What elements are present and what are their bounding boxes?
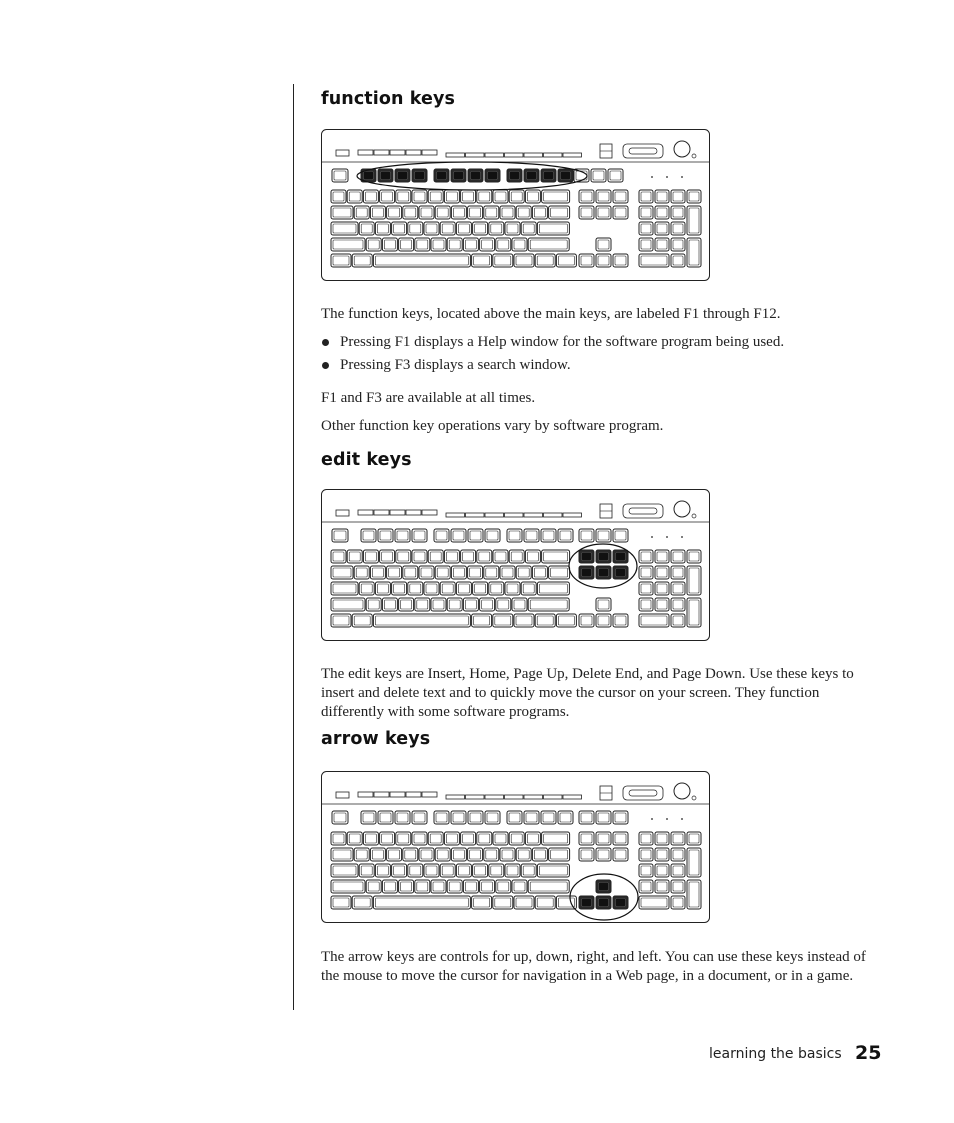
- lock-indicator: [681, 818, 683, 820]
- key-top: [415, 172, 425, 180]
- key-top: [616, 553, 626, 561]
- lock-indicator: [666, 536, 668, 538]
- lock-indicator: [666, 176, 668, 178]
- key-top: [599, 883, 609, 891]
- function-keys-heading: function keys: [321, 89, 456, 109]
- key-top: [364, 172, 374, 180]
- bullet-text: Pressing F1 displays a Help window for the software program being used.: [340, 334, 785, 350]
- arrow-keys-heading: arrow keys: [321, 729, 431, 749]
- key-top: [471, 172, 481, 180]
- lock-indicator: [681, 536, 683, 538]
- edit-keys-heading: edit keys: [321, 450, 412, 470]
- bullet-item: [321, 333, 881, 356]
- bullet-text: Pressing F3 displays a search window.: [340, 357, 571, 373]
- key-top: [544, 172, 554, 180]
- keyboard-edit-keys-highlighted: [321, 489, 710, 641]
- arrow-keys-body: The arrow keys are controls for up, down, right, and left. You can use these keys instead of the mouse to move the cursor for navigation in a Web page, in a document, or in a game.: [321, 949, 866, 984]
- key-top: [510, 172, 520, 180]
- lock-indicator: [651, 536, 653, 538]
- keyboard-arrow-keys-highlighted: [321, 771, 710, 923]
- lock-indicator: [681, 176, 683, 178]
- key-top: [582, 899, 592, 907]
- key-top: [616, 569, 626, 577]
- lock-indicator: [666, 818, 668, 820]
- key-top: [561, 172, 571, 180]
- function-keys-note-vary: Other function key operations vary by software program.: [321, 418, 664, 434]
- bullet-icon: [322, 339, 329, 346]
- key-top: [454, 172, 464, 180]
- key-top: [437, 172, 447, 180]
- footer-chapter-label: learning the basics: [709, 1046, 842, 1062]
- key-top: [582, 553, 592, 561]
- key-top: [527, 172, 537, 180]
- key-top: [381, 172, 391, 180]
- lock-indicator: [651, 818, 653, 820]
- key-top: [616, 899, 626, 907]
- function-keys-note-availability: F1 and F3 are available at all times.: [321, 390, 536, 406]
- function-keys-bullet-list: [321, 333, 881, 379]
- keyboard-illustration-function: [321, 129, 710, 281]
- key-top: [582, 569, 592, 577]
- key-top: [599, 899, 609, 907]
- bullet-icon: [322, 362, 329, 369]
- key-top: [398, 172, 408, 180]
- edit-keys-body: The edit keys are Insert, Home, Page Up, Delete End, and Page Down. Use these keys to insert and delete text and to quickly move the cursor on your screen. They function differently with some software programs.: [321, 666, 854, 720]
- function-keys-intro: The function keys, located above the main keys, are labeled F1 through F12.: [321, 306, 781, 322]
- footer-page-number: 25: [855, 1042, 882, 1064]
- key-top: [599, 553, 609, 561]
- lock-indicator: [651, 176, 653, 178]
- key-top: [599, 569, 609, 577]
- margin-rule: [293, 84, 294, 1010]
- keyboard-illustration-arrow: [321, 771, 710, 923]
- keyboard-illustration-edit: [321, 489, 710, 641]
- keyboard-function-keys-highlighted: [321, 129, 710, 281]
- key-top: [488, 172, 498, 180]
- bullet-item: [321, 356, 881, 379]
